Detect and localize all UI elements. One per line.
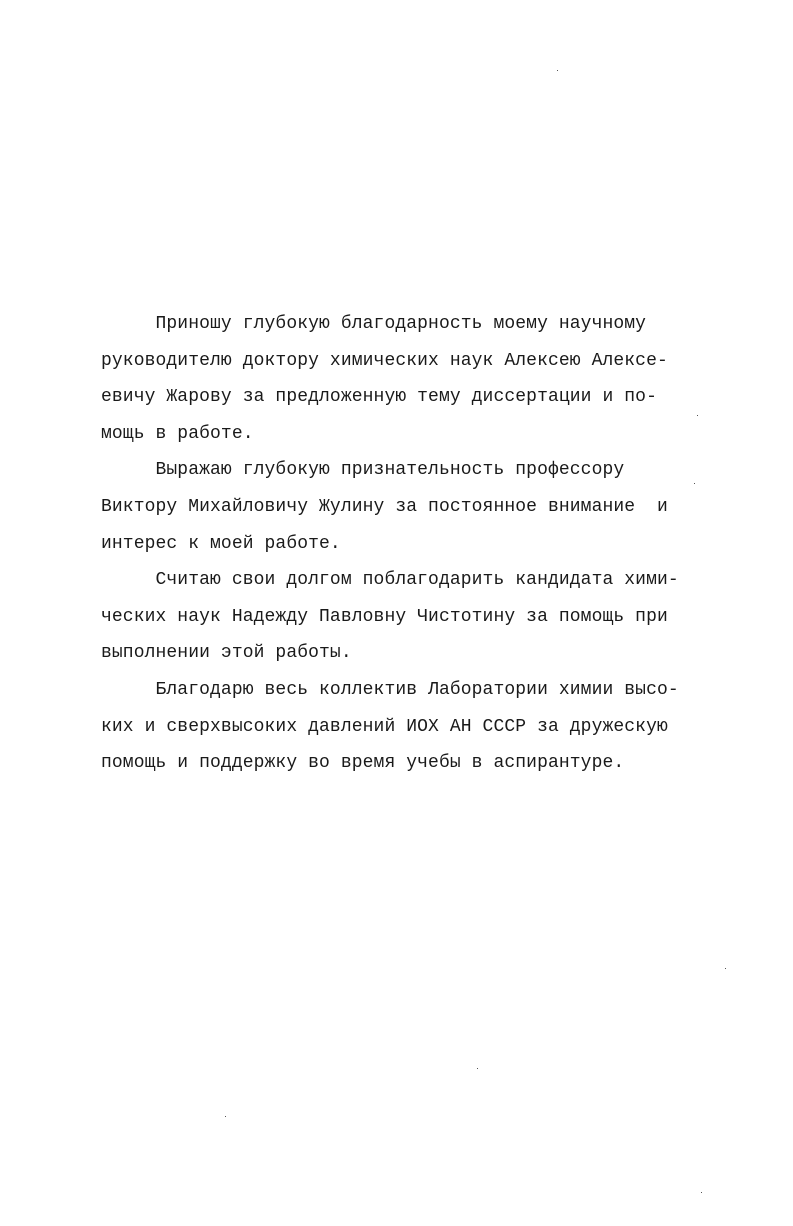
- paragraph-candidate: [101, 562, 701, 672]
- paragraph-laboratory: [101, 672, 701, 782]
- text-line: руководителю доктору химических наук Алексею Алексе-: [101, 350, 668, 371]
- text-line: ческих наук Надежду Павловну Чистотину за помощь при: [101, 606, 668, 627]
- text-line: Выражаю глубокую признательность профессору: [101, 460, 625, 481]
- scan-speck: [225, 1116, 226, 1117]
- paragraph-professor: [101, 452, 701, 562]
- text-line: выполнении этой работы.: [101, 643, 352, 664]
- paragraph-supervisor: [101, 306, 701, 452]
- text-line: Благодарю весь коллектив Лаборатории химии высо-: [101, 679, 679, 700]
- text-line: Приношу глубокую благодарность моему научному: [101, 314, 647, 334]
- text-line: помощь и поддержку во время учебы в аспирантуре.: [101, 753, 625, 774]
- scan-speck: [697, 415, 698, 416]
- text-line: евичу Жарову за предложенную тему диссертации и по-: [101, 387, 657, 408]
- text-line: интерес к моей работе.: [101, 533, 341, 554]
- text-line: Виктору Михайловичу Жулину за постоянное внимание и: [101, 496, 668, 517]
- scan-speck: [701, 1192, 702, 1193]
- scan-speck: [477, 1068, 478, 1069]
- text-line: ких и сверхвысоких давлений ИОХ АН СССР за дружескую: [101, 716, 668, 737]
- scan-speck: [557, 70, 558, 71]
- acknowledgements-text: [101, 306, 701, 782]
- text-line: Считаю свои долгом поблагодарить кандидата хими-: [101, 570, 679, 591]
- scan-speck: [725, 968, 726, 969]
- text-line: мощь в работе.: [101, 423, 254, 444]
- scan-speck: [694, 483, 695, 484]
